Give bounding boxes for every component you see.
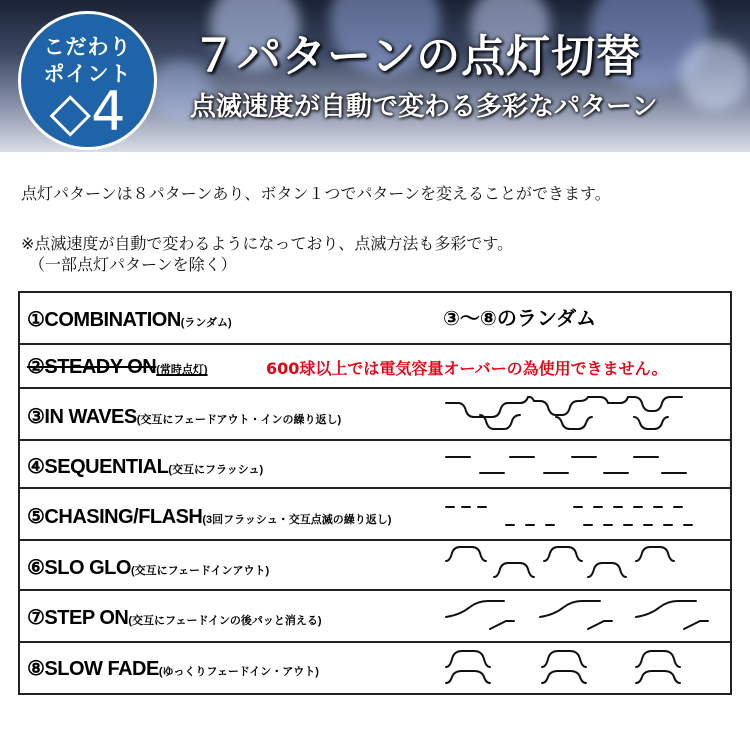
pattern-row-step-on bbox=[20, 591, 730, 643]
pattern-name: ⑥SLO GLO(交互にフェードインアウト) bbox=[27, 557, 270, 579]
slo-glo-diagram bbox=[440, 543, 720, 589]
pattern-name: ⑦STEP ON(交互にフェードインの後パッと消える) bbox=[27, 607, 322, 629]
pattern-table bbox=[18, 291, 732, 695]
chasing-flash-diagram bbox=[440, 495, 720, 535]
point-badge bbox=[18, 11, 157, 150]
pattern-detail: ③〜⑧のランダム bbox=[443, 306, 597, 330]
pattern-name: ④SEQUENTIAL(交互にフラッシュ) bbox=[27, 456, 264, 478]
pattern-name: ②STEADY ON(常時点灯) bbox=[27, 356, 208, 378]
description-line-3: （一部点灯パターンを除く） bbox=[29, 255, 237, 274]
pattern-row-combination bbox=[20, 293, 730, 345]
pattern-row-sequential bbox=[20, 441, 730, 489]
pattern-name: ①COMBINATION(ランダム) bbox=[27, 309, 232, 331]
slow-fade-diagram bbox=[440, 645, 720, 691]
in-waves-diagram bbox=[440, 393, 720, 437]
badge-number: ◇4 bbox=[49, 80, 126, 143]
description-line-1: 点灯パターンは８パターンあり、ボタン１つでパターンを変えることができます。 bbox=[21, 184, 611, 203]
pattern-name: ⑧SLOW FADE(ゆっくりフェードイン・アウト) bbox=[27, 658, 319, 680]
page-title: ７パターンの点灯切替 bbox=[192, 31, 642, 82]
pattern-row-in-waves bbox=[20, 389, 730, 441]
page-subtitle: 点滅速度が自動で変わる多彩なパターン bbox=[190, 92, 658, 122]
sequential-diagram bbox=[440, 445, 720, 485]
header-banner bbox=[0, 0, 750, 152]
description-line-2: ※点滅速度が自動で変わるようになっており、点滅方法も多彩です。 bbox=[21, 234, 514, 253]
pattern-name: ③IN WAVES(交互にフェードアウト・インの繰り返し) bbox=[27, 406, 342, 428]
badge-label-1: こだわり bbox=[43, 35, 132, 59]
pattern-row-chasing-flash bbox=[20, 489, 730, 541]
pattern-name: ⑤CHASING/FLASH(3回フラッシュ・交互点滅の繰り返し) bbox=[27, 506, 392, 528]
badge-label-2: ポイント bbox=[43, 62, 132, 86]
pattern-row-steady-on bbox=[20, 345, 730, 389]
pattern-row-slow-fade bbox=[20, 643, 730, 693]
pattern-row-slo-glo bbox=[20, 541, 730, 591]
step-on-diagram bbox=[440, 593, 720, 641]
warning-text: 600球以上では電気容量オーバーの為使用できません。 bbox=[266, 359, 668, 378]
